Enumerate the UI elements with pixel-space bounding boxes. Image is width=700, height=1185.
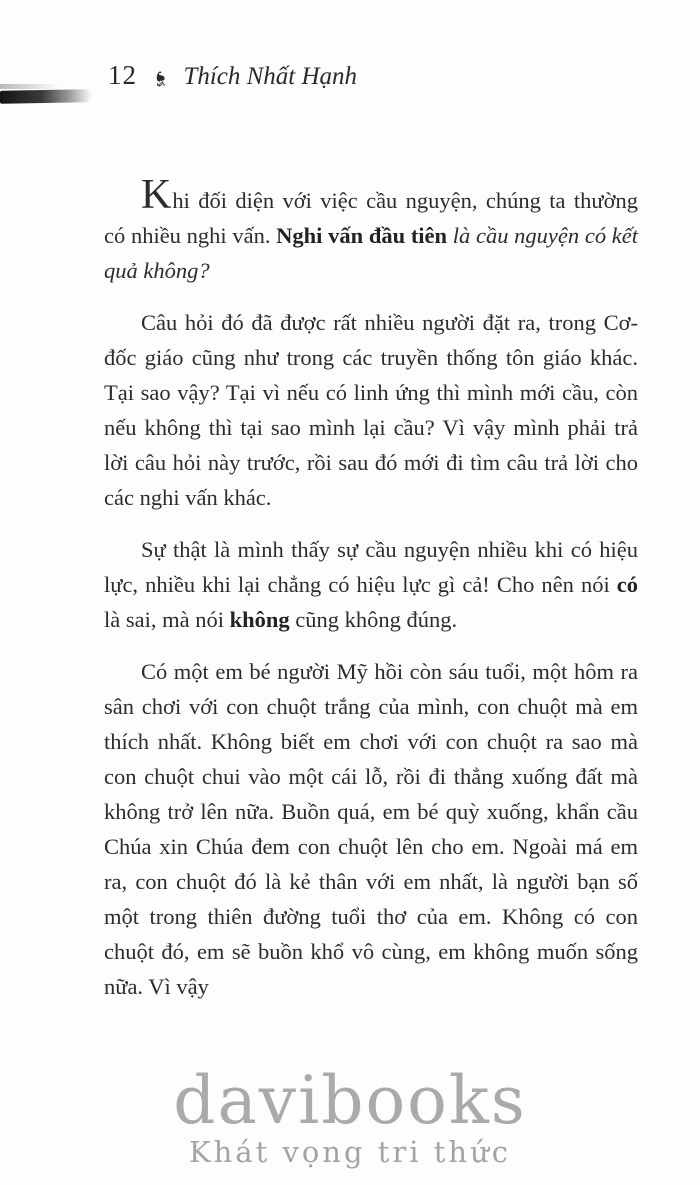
scan-artifact-faint: [0, 84, 60, 89]
drop-cap: K: [141, 172, 173, 218]
paragraph-3-seg1: Sự thật là mình thấy sự cầu nguyện nhiều khi có hiệu lực, nhiều khi lại chẳng có hiệu lực gì cả! Cho nên nói: [104, 537, 638, 597]
scan-artifact: [0, 89, 92, 104]
paragraph-1-lead: hi đối diện với việc cầu nguyện, chúng ta thường có nhiều nghi vấn.: [104, 188, 638, 248]
paragraph-1-italic: là cầu nguyện có kết quả không?: [104, 223, 638, 283]
paragraph-1: [104, 172, 638, 288]
paragraph-4: Có một em bé người Mỹ hồi còn sáu tuổi, một hôm ra sân chơi với con chuột trắng của mình, con chuột mà em thích nhất. Không biết em chơi với con chuột ra sao mà con chuột chui vào một cái lỗ, rồi đi thẳng xuống đất mà không trở lên nữa. Buồn quá, em bé quỳ xuống, khẩn cầu Chúa xin Chúa đem con chuột lên cho em. Ngoài má em ra, con chuột đó là kẻ thân với em nhất, là người bạn số một trong thiên đường tuổi thơ của em. Không có con chuột đó, em sẽ buồn khổ vô cùng, em không muốn sống nữa. Vì vậy: [104, 659, 638, 999]
paragraph-1-bold: Nghi vấn đầu tiên: [276, 223, 448, 248]
paragraph-3-seg3: cũng không đúng.: [289, 607, 458, 632]
paragraph-3-bold1: có: [616, 572, 638, 597]
watermark: [0, 1062, 700, 1171]
leaf-ornament-icon: ❧: [148, 69, 174, 89]
running-header: [108, 60, 357, 91]
paragraph-3-bold2: không: [229, 607, 290, 632]
running-header-author: Thích Nhất Hạnh: [183, 63, 358, 90]
paragraph-3: [104, 532, 638, 637]
watermark-title: davibooks: [173, 1062, 527, 1139]
paragraph-3-seg2: là sai, mà nói: [104, 607, 230, 632]
paragraph-2: Câu hỏi đó đã được rất nhiều người đặt ra, trong Cơ-đốc giáo cũng như trong các truyền thống tôn giáo khác. Tại sao vậy? Tại vì nếu có linh ứng thì mình mới cầu, còn nếu không thì tại sao mình lại cầu? Vì vậy mình phải trả lời câu hỏi này trước, rồi sau đó mới đi tìm câu trả lời cho các nghi vấn khác.: [104, 310, 638, 510]
page-number: 12: [108, 60, 137, 90]
watermark-subtitle: Khát vọng tri thức: [188, 1135, 512, 1169]
page-body: [104, 172, 638, 1021]
